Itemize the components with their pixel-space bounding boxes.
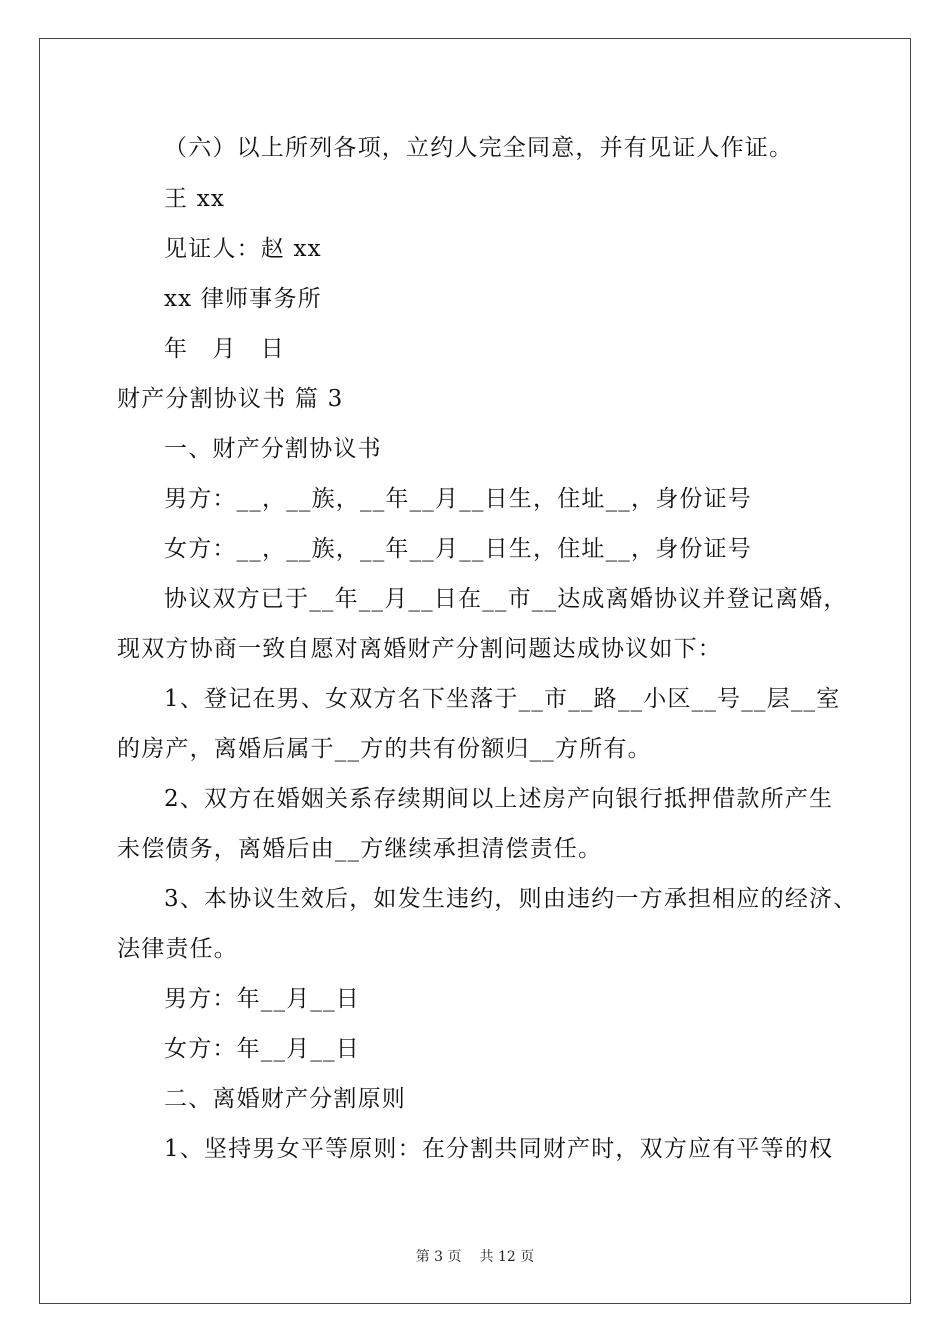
item-two-line-2: 未偿债务，离婚后由__方继续承担清偿责任。	[117, 836, 603, 862]
date-line: 年 月 日	[164, 336, 285, 362]
item-three-line-2: 法律责任。	[117, 936, 238, 962]
principle-one: 1、坚持男女平等原则：在分割共同财产时，双方应有平等的权	[164, 1136, 834, 1162]
item-three-line-1: 3、本协议生效后，如发生违约，则由违约一方承担相应的经济、	[164, 886, 858, 912]
item-one-line-2: 的房产，离婚后属于__方的共有份额归__方所有。	[117, 736, 652, 762]
item-one-line-1: 1、登记在男、女双方名下坐落于__市__路__小区__号__层__室	[164, 686, 841, 712]
law-firm: xx 律师事务所	[164, 286, 322, 312]
party-name: 王 xx	[164, 186, 226, 212]
female-party-line: 女方：__，__族，__年__月__日生，住址__，身份证号	[164, 536, 752, 562]
paragraph-intro-1: 协议双方已于__年__月__日在__市__达成离婚协议并登记离婚，	[164, 586, 848, 612]
heading-two: 二、离婚财产分割原则	[164, 1086, 406, 1112]
page-footer	[0, 1248, 950, 1266]
page-total: 共 12 页	[479, 1249, 535, 1265]
male-signature-date: 男方：年__月__日	[164, 986, 360, 1012]
clause-six: （六）以上所列各项，立约人完全同意，并有见证人作证。	[164, 135, 794, 161]
page-number: 第 3 页	[415, 1249, 462, 1265]
section-title: 财产分割协议书 篇 3	[117, 386, 344, 412]
heading-one: 一、财产分割协议书	[164, 436, 382, 462]
male-party-line: 男方：__，__族，__年__月__日生，住址__，身份证号	[164, 486, 752, 512]
paragraph-intro-2: 现双方协商一致自愿对离婚财产分割问题达成协议如下：	[117, 636, 722, 662]
witness-line: 见证人：赵 xx	[164, 236, 322, 262]
page-border	[39, 38, 911, 1304]
item-two-line-1: 2、双方在婚姻关系存续期间以上述房产向银行抵押借款所产生	[164, 786, 834, 812]
female-signature-date: 女方：年__月__日	[164, 1036, 360, 1062]
